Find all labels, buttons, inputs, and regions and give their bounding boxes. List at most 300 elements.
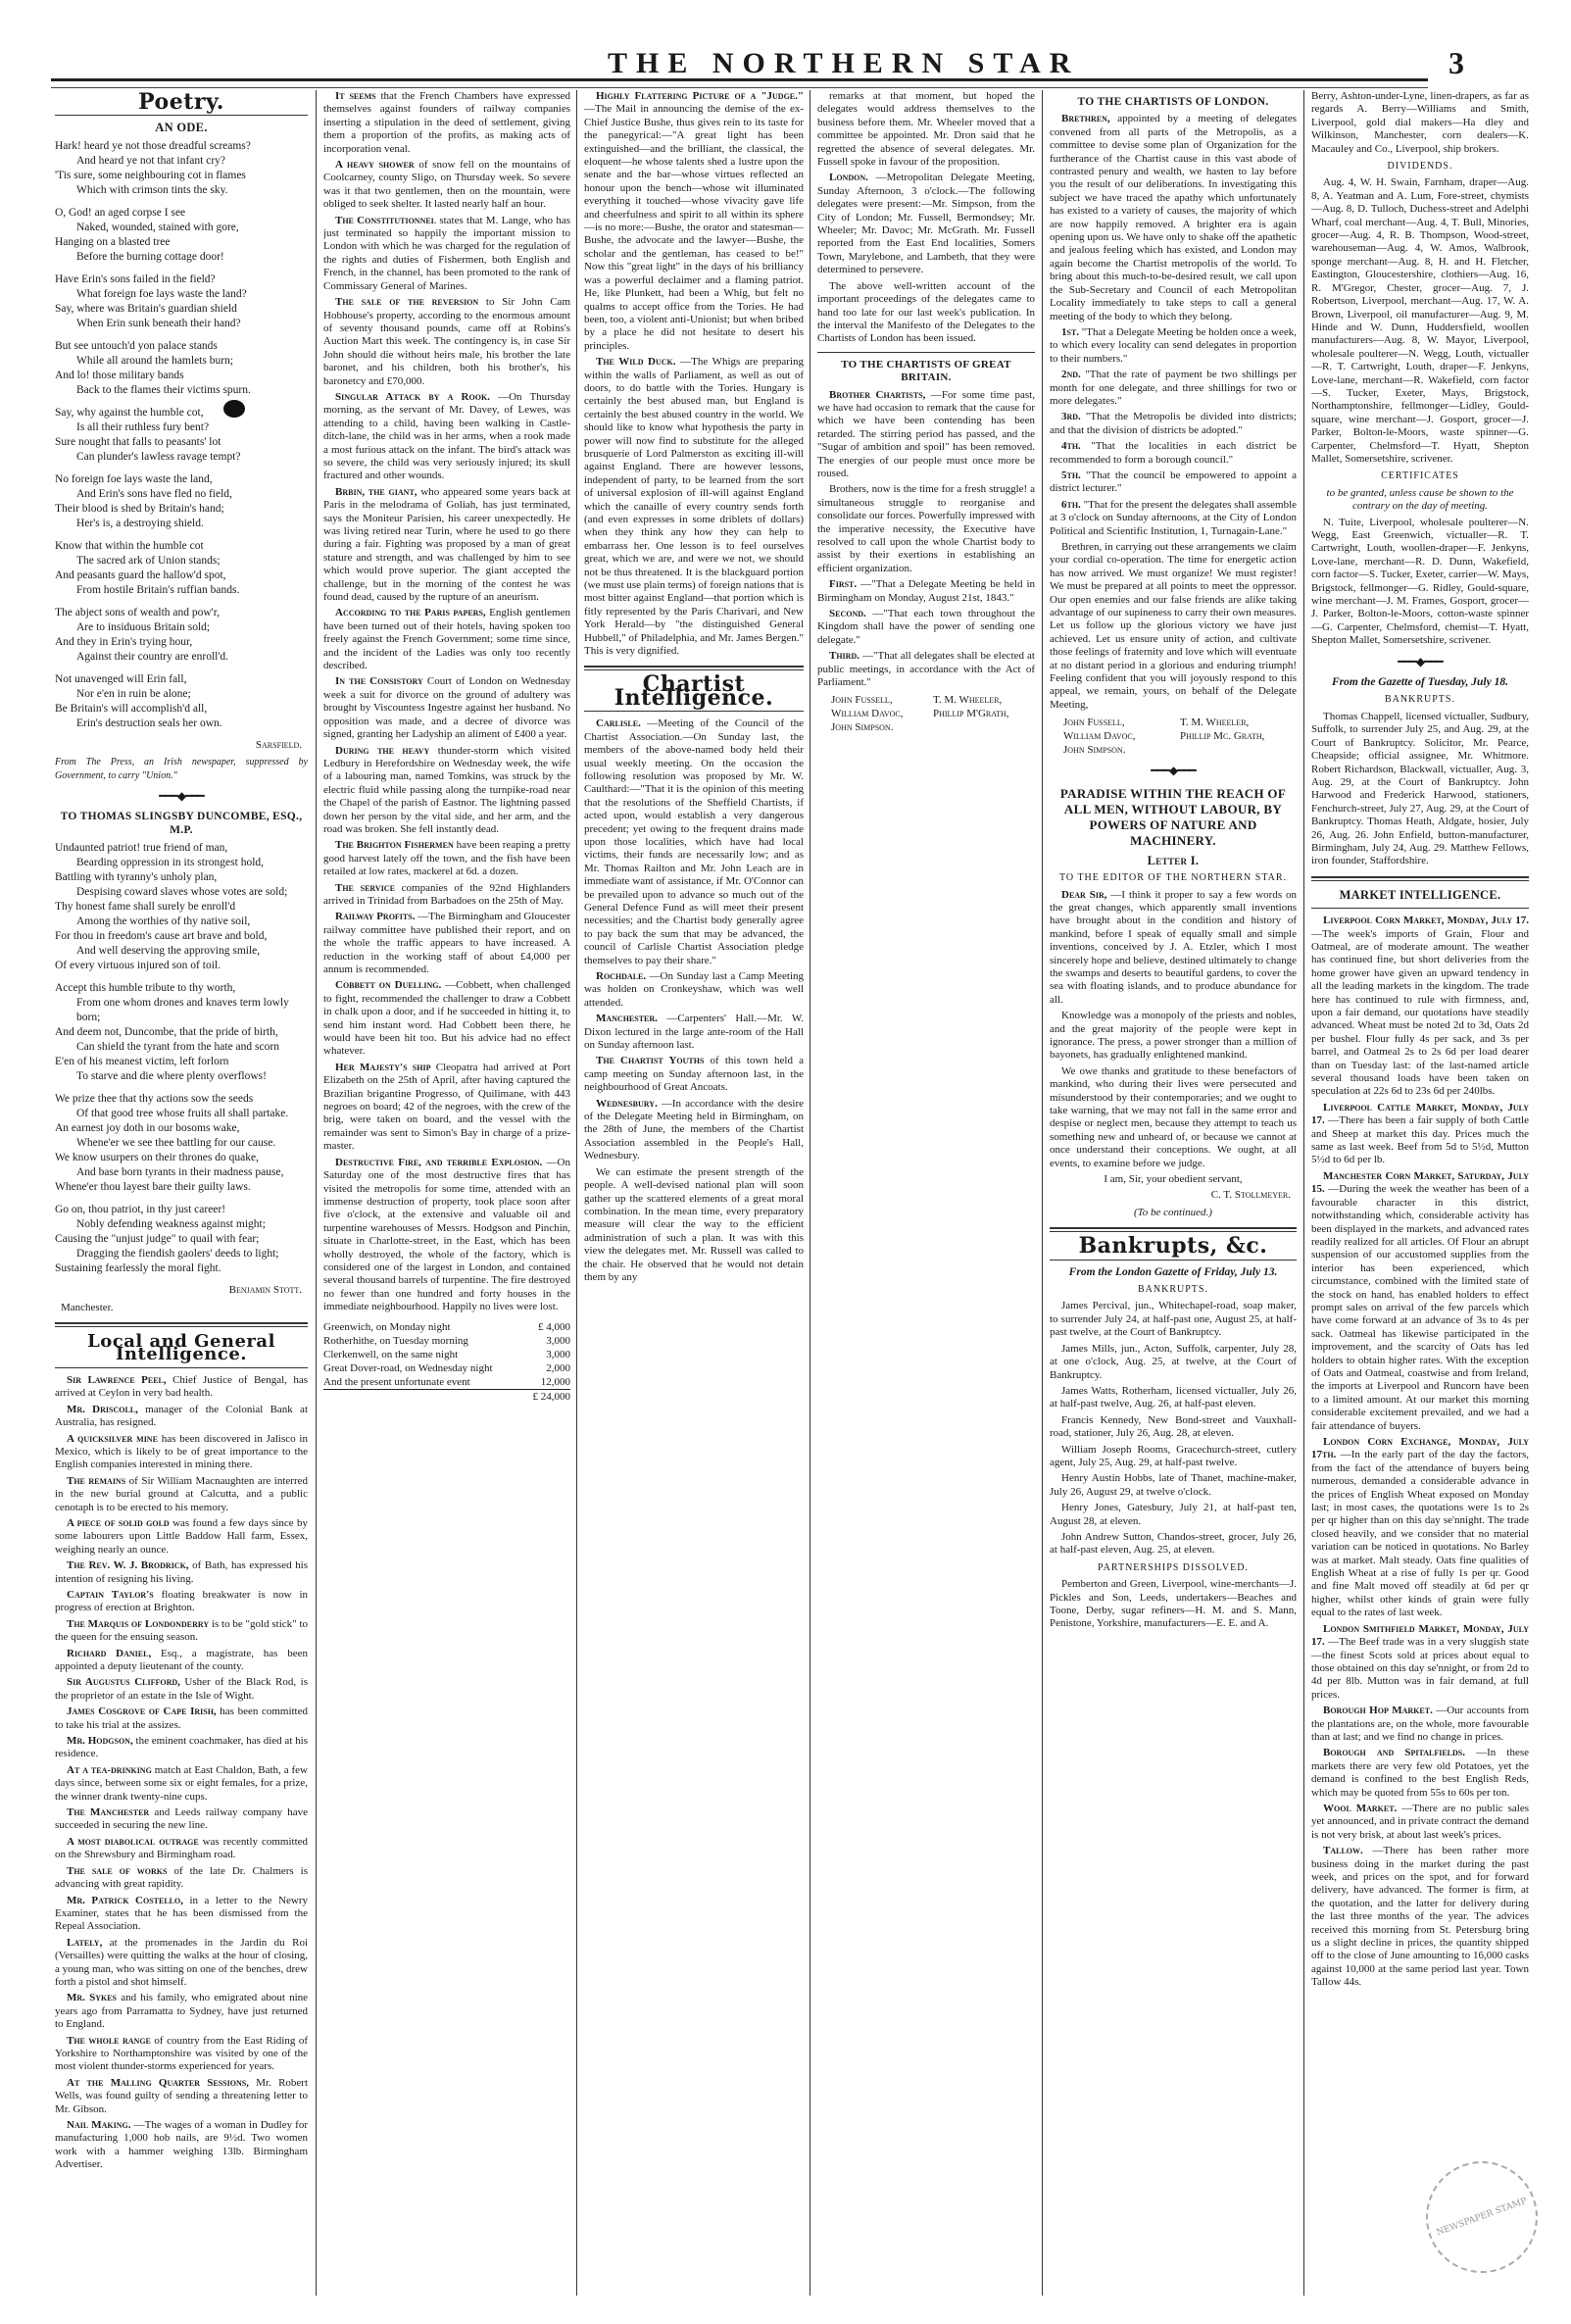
article-paragraph [584, 1013, 804, 1052]
article-lead: Liverpool Cattle Market, Monday, July 17. [1311, 1101, 1529, 1127]
article-text: in a letter to the Newry Examiner, states that he has been dismissed from the Repeal Association. [55, 1894, 308, 1933]
article-text: floating breakwater is now in progress of erection at Brighton. [55, 1588, 308, 1614]
article-text: who appeared some years back at Paris in the melodrama of Goliah, has just terminated, says the Moniteur Parisien, his career unexpectedly. He was living retired near Turin, where he used to go there during a fair. Fighting was proposed by a man of great stature and strength, and was challenged by him to see which would prove superior. The giant accepted the challenge, but in the morning of the contest he was found dead, caused by the rupture of an aneurism. [323, 485, 570, 604]
fire-losses-row [323, 1361, 570, 1375]
newspaper-stamp-mark: NEWSPAPER STAMP [1410, 2146, 1553, 2289]
divider [584, 711, 804, 712]
poem-line: E'en of his meanest victim, left forlorn [55, 1056, 229, 1068]
poem-line: The sacred ark of Union stands; [76, 554, 221, 567]
address-signatories [817, 693, 1035, 734]
poem-stanza [55, 606, 308, 665]
poem-line: Accept this humble tribute to thy worth, [55, 982, 236, 995]
chartist-items [584, 717, 804, 1284]
poem-line: And they in Erin's trying hour, [55, 635, 193, 648]
article-lead: The Wild Duck. [596, 356, 676, 369]
article-paragraph [323, 90, 570, 156]
article-paragraph [55, 1706, 308, 1732]
article-paragraph [55, 1559, 308, 1586]
fire-losses-total: £ 24,000 [525, 1389, 570, 1404]
article-paragraph [1050, 470, 1297, 496]
poem-stanza [55, 539, 308, 598]
article-text: at the promenades in the Jardin du Roi (Versailles) were quitting the walks at the hour of closing, a young man, who was sitting on one of the benches, drew forth a pistol and shot himself. [55, 1936, 308, 1988]
article-paragraph [55, 1937, 308, 1990]
poem-stanza [55, 406, 308, 465]
masthead-rule [51, 78, 1428, 88]
article-lead: James Cosgrove of Cape Irish, [67, 1706, 217, 1718]
signatory-name: T. M. Wheeler, [933, 694, 1003, 707]
article-paragraph [817, 483, 1035, 575]
section-title-poetry: Poetry. [138, 90, 224, 115]
divider [584, 666, 804, 670]
poem-title: TO THOMAS SLINGSBY DUNCOMBE, ESQ., M.P. [60, 811, 303, 836]
article-text: —For some time past, we have had occasion to remark that the cause for which we have been contending has been retarded. The stirring period has passed, and the "Sugar of ambition and spoil" has been removed. The energies of our people must once more be roused. [817, 388, 1035, 479]
poem-line: Of that good tree whose fruits all shall partake. [76, 1108, 289, 1120]
article-text: have been reaping a pretty good harvest lately off the town, and the fish have been retailed at low rates, mackerel at 6d. a dozen. [323, 839, 570, 878]
poem-line: From one whom drones and knaves term lowly born; [76, 997, 289, 1024]
article-text: English gentlemen have been turned out of their hotels, having spoken too freely against the French Government; some time since, and the incident of the Ladies was only too recently described. [323, 607, 570, 672]
article-lead: The Brighton Fishermen [335, 839, 454, 852]
article-lead: Manchester Corn Market, Saturday, July 15. [1311, 1169, 1529, 1196]
article-paragraph [55, 1475, 308, 1514]
article-lead: 1st. [1061, 325, 1080, 338]
ornament-divider: ━━━◆━━━ [1398, 654, 1443, 668]
article-text: remarks at that moment, but hoped the delegates would address themselves to the business before them. Mr. Wheeler moved that a committee be appointed. Mr. Dron said that he regretted the absence of several delegates. Mr. Fussell spoke in favour of the proposition. [817, 90, 1035, 169]
bankrupt-entry: James Percival, jun., Whitechapel-road, soap maker, to surrender July 24, at half-past one, August 25, at half-past twelve, at the Court of Bankruptcy. [1050, 1300, 1297, 1339]
article-paragraph [55, 1895, 308, 1934]
poem-line: The abject sons of wealth and pow'r, [55, 606, 220, 618]
poem-line: And well deserving the approving smile, [76, 945, 261, 958]
address-signatories [1050, 716, 1297, 757]
article-lead: Captain Taylor's [67, 1588, 154, 1601]
article-text: manager of the Colonial Bank at Australia, has resigned. [55, 1403, 308, 1429]
poem-line: What foreign foe lays waste the land? [76, 287, 247, 300]
article-paragraph [1311, 1845, 1529, 1989]
bankrupts-text: Thomas Chappell, licensed victualler, Sudbury, Suffolk, to surrender July 25, and Aug. 29, at the Court of Bankruptcy. Solicitor, Mr. Pearce, Cheapside; official assignee, Mr. Whitmore. Robert Richardson, Blackwall, victualler, Aug. 3, Aug. 29, at the Court of Bankruptcy. John Harwood and Frederick Harwood, stationers, Fenchurch-street, July 27, Aug. 29, at the Court of Bankruptcy. Thomas Heath, Aldgate, hosier, July 26, Aug. 26. John Enfield, button-manufacturer, Birmingham, July 24, Aug. 29. Matthew Fellows, iron founder, Staffordshire. [1311, 710, 1529, 867]
article-lead: In the Consistory [335, 675, 423, 688]
article-text: "That the rate of payment be two shillings per month for one delegate, and three shillings for two or more delegates." [1050, 369, 1297, 407]
poem-line: An earnest joy doth in our bosoms wake, [55, 1122, 240, 1135]
article-lead: Railway Profits. [335, 911, 416, 923]
bankrupt-entry: John Andrew Sutton, Chandos-street, grocer, July 26, at half-past eleven, Aug. 25, at eleven. [1050, 1530, 1297, 1557]
article-text: companies of the 92nd Highlanders arrived in Trinidad from Barbadoes on the 25th of May. [323, 881, 570, 907]
poem-line: Can shield the tyrant from the hate and scorn [76, 1041, 279, 1054]
poem-line: Whene'er we see thee battling for our cause. [76, 1137, 276, 1150]
article-text: Mr. Robert Wells, was found guilty of sending a threatening letter to Mr. Gibson. [55, 2076, 308, 2115]
poem-line: Have Erin's sons failed in the field? [55, 272, 216, 285]
article-paragraph [584, 1055, 804, 1094]
poem-line: For thou in freedom's cause art brave and bold, [55, 930, 268, 943]
section-title-local-intelligence: Local and General Intelligence. [87, 1331, 275, 1365]
article-text: Knowledge was a monopoly of the priests and nobles, and the great majority of the people were kept in ignorance. The press, a power stronger than a million of bayonets, has gradually enlightened mankind. [1050, 1010, 1297, 1062]
poem-line: And heard ye not that infant cry? [76, 154, 225, 167]
signatory-name: John Simpson. [1063, 744, 1126, 757]
article-lead: Mr. Sykes [67, 1992, 117, 2004]
article-text: "That the localities in each district be recommended to form a borough council." [1050, 440, 1297, 466]
poem-stanza [55, 981, 308, 1084]
poem-line: O, God! an aged corpse I see [55, 206, 186, 219]
article-paragraph [817, 90, 1035, 169]
poem-line: Back to the flames their victims spurn. [76, 383, 251, 396]
letter-addressee: TO THE EDITOR OF THE NORTHERN STAR. [1058, 872, 1288, 884]
article-paragraph [1050, 440, 1297, 467]
article-lead: Destructive Fire, and terrible Explosion. [335, 1156, 543, 1168]
divider [1050, 1260, 1297, 1261]
article-paragraph [323, 882, 570, 909]
fire-amount: 3,000 [546, 1334, 570, 1347]
poem-title: AN ODE. [155, 121, 208, 135]
article-text: We can estimate the present strength of the people. A well-devised national plan will soon gather up the scattered elements of a great moral combination. In the mean time, every preparatory measure will clear the way to the efficient administration of such a plan. It was with this view the delegates met. Mr. Russell was called to the chair. He observed that he would not detain them by any [584, 1165, 804, 1283]
article-paragraph [584, 1098, 804, 1163]
article-lead: The Constitutionnel [335, 214, 437, 226]
article-text: appointed by a meeting of delegates convened from all parts of the Metropolis, as a committee to devise some plan of Organization for the furtherance of the Chartist cause in this vast abode of contrasted penury and wealth, we hasten to lay before you the result of our deliberations. In investigating this subject we have traced the apathy which unfortunately has existed to a variety of causes, the majority of which are now happily removed. A brighter era is again opening upon us. We have only to shake off the apathetic and jealous feeling which has existed, and London may again become the Chartist metropolis of the world. To bring about this much-to-be-desired result, we call upon the Sub-Secretary and Council of each Metropolitan Locality immediately to take steps to call a general meeting of the body to which they belong. [1050, 113, 1297, 322]
article-paragraph [1311, 1436, 1529, 1620]
fire-amount: £ 4,000 [538, 1320, 570, 1333]
poem-stanza [55, 841, 308, 973]
article-text: —On Saturday one of the most destructive fires that has visited the metropolis for some time, attended with an immense destruction of property, took place soon after five o'clock, at the extensive and valuable oil and turpentine warehouses of Messrs. Hodgson and Pinchin, situate in Charlotte-street, in the East, which has been wholly destroyed, the whole of the factory, which is considered one of the largest in London, and contained several thousand barrels of turpentine. The fire destroyed no fewer than one hundred and forty houses in the immediate neighbourhood. Happily no lives were lost. [323, 1156, 570, 1313]
fire-losses-table [323, 1320, 570, 1404]
poem-line: Know that within the humble cot [55, 539, 204, 552]
article-text: —Cobbett, when challenged to fight, recommended the challenger to draw a Cobbett in chalk upon a door, and if he succeeded in hitting it, to send him instant word. Had Cobbett been there, he would have been hit too. But his advice had no effect whatever. [323, 979, 570, 1058]
article-paragraph [1050, 113, 1297, 323]
address-title: TO THE CHARTISTS OF GREAT BRITAIN. [841, 358, 1011, 384]
poem-line: Hark! heard ye not those dreadful screams? [55, 139, 251, 152]
article-lead: London Corn Exchange, Monday, July 17th. [1311, 1436, 1529, 1461]
article-lead: Borough Hop Market. [1323, 1705, 1433, 1717]
article-lead: Richard Daniel, [67, 1647, 152, 1659]
article-lead: The sale of the reversion [335, 296, 479, 309]
article-text: —"That all delegates shall be elected at public meetings, in accordance with the Act of Parliament." [817, 650, 1035, 689]
article-text: —During the week the weather has been of a favourable character in this district, notwithstanding which, considerable activity has been displayed in the markets, and advanced rates readily realized for all articles. Of Flour an abrupt suspension of our accustomed supplies from the interior has been experienced, which circumstance, combined with the limited state of the stock on hand, has enabled holders to effect prompt sales on arrival of the few parcels which have come forward at an advance of 3s to 4s per sack. Oatmeal has likewise participated in the improvement, and the scarcity of Oats has led holders to obtain higher rates. With the exception of Oats and Oatmeal, coastwise and from Ireland, the imports at Liverpool and Runcorn have been to a limited amount. At our market this morning considerable excitement prevailed, and we had a fair attendance of buyers. [1311, 1183, 1529, 1432]
article-text: —Our accounts from the plantations are, on the whole, more favourable than at last; and we find no change in prices. [1311, 1705, 1529, 1743]
poem-line: Not unavenged will Erin fall, [55, 672, 187, 685]
section-title-chartist-intelligence: Chartist Intelligence. [614, 671, 774, 711]
article-text: —On Thursday morning, as the servant of Mr. Davey, of Lewes, was attending to a child, having been walking in Castle-ditch-lane, the child was in her arms, when a rook made a most furious attack on the infant. The bird's attack was so severe, the child was very seriously injured; its skull fractured and other wounds. [323, 390, 570, 482]
article-lead: Dear Sir, [1061, 888, 1107, 901]
article-text: —The Birmingham and Gloucester railway committee have published their report, and on the whole the traffic appears to have increased. A reduction in the working staff of about £4,000 per annum is recommended. [323, 911, 570, 975]
poem-line: Undaunted patriot! true friend of man, [55, 842, 228, 855]
fire-losses-row [323, 1375, 570, 1390]
article-text: "That the council be empowered to appoint a district lecturer." [1050, 469, 1297, 495]
column-news-3 [584, 90, 804, 2296]
article-text: to Sir John Cam Hobhouse's property, according to the enormous amount of seventy thousand pounds, came off at Robins's Auction Mart this week. The contingency is, in case Sir John should die without heirs male, his brother the late baronet, and his children, both his brother's, his baronetcy and £70,000. [323, 296, 570, 387]
article-lead: A heavy shower [335, 159, 415, 172]
article-paragraph [323, 607, 570, 672]
fire-losses-row [323, 1334, 570, 1348]
poem-line: Erin's destruction seals her own. [76, 717, 222, 729]
poem-stanza [55, 472, 308, 531]
poem-to-duncombe [55, 841, 308, 1276]
poem-line: But see untouch'd yon palace stands [55, 339, 218, 352]
poem-line: Be Britain's will accomplish'd all, [55, 702, 208, 715]
poem-line: And base born tyrants in their madness pause, [76, 1166, 284, 1179]
article-lead: The Manchester [67, 1806, 150, 1819]
poem-stanza [55, 1203, 308, 1276]
column-divider [316, 90, 317, 2296]
column-divider [576, 90, 577, 2296]
article-lead: During the heavy [335, 744, 430, 757]
poem-line: Say, why against the humble cot, [55, 406, 204, 419]
article-paragraph [1311, 1803, 1529, 1842]
article-title-paradise: PARADISE WITHIN THE REACH OF ALL MEN, WITHOUT LABOUR, BY POWERS OF NATURE AND MACHINERY. [1059, 785, 1287, 848]
article-text: —Carpenters' Hall.—Mr. W. Dixon lectured in the large ante-room of the Hall on Sunday afternoon last. [584, 1013, 804, 1052]
poem-line: Which with crimson tints the sky. [76, 183, 228, 196]
poem-line: Are to insiduous Britain sold; [76, 620, 211, 633]
poem-line: No foreign foe lays waste the land, [55, 472, 213, 485]
article-paragraph [1050, 411, 1297, 437]
bankrupt-entry: Henry Austin Hobbs, late of Thanet, machine-maker, July 26, August 29, at twelve o'clock. [1050, 1472, 1297, 1498]
article-text: —The week's imports of Grain, Flour and Oatmeal, are of moderate amount. The weather has continued fine, but short deliveries from the home grower have given an upward tendency in all the leading markets in the kingdom. The trade here has continued to rule with firmness, and, upon a fair demand, our quotations have steadily advanced. Wheat must be noted 2d to 3d, Oats 2d per bushel. Flour fully 4s per sack, and 3s per barrel, and Oatmeal 2s to 2s 6d per load dearer than on Tuesday last: of the last-named article several thousand loads have been taken on speculation at 22s 6d to 23s 6d per 240lbs. [1311, 927, 1529, 1098]
article-paragraph [55, 1764, 308, 1804]
poem-place: Manchester. [61, 1301, 114, 1313]
article-text: "That for the present the delegates shall assemble at 3 o'clock on Sunday afternoons, at the City of London Political and Scientific Institution, 1, Turnagain-Lane." [1050, 498, 1297, 537]
article-paragraph [323, 486, 570, 605]
article-paragraph [817, 280, 1035, 346]
article-paragraph [323, 979, 570, 1058]
partnerships-text: Pemberton and Green, Liverpool, wine-merchants—J. Pickles and Son, Leeds, undertakers—Beaches and Toone, Derby, sugar refiners—H. M. and S. Mann, Penistone, Yorkshire, manufacturers—E. E. and A. [1050, 1578, 1297, 1630]
article-lead: London. [829, 172, 868, 184]
article-text: states that M. Lange, who has just terminated so happily the important mission to London with which he was charged for the regulation of the rights and duties of Fishermen, both English and French, in the channel, has been promoted to the rank of Commissary General of Marines. [323, 214, 570, 292]
article-paragraph [584, 1166, 804, 1285]
article-lead: It seems [335, 90, 376, 102]
article-lead: Mr. Hodgson, [67, 1735, 133, 1748]
article-text: and his family, who emigrated about nine years ago from Parramatta to Sydney, have just returned to England. [55, 1992, 308, 2031]
poem-signature: Sarsfield. [255, 738, 302, 751]
poem-stanza [55, 1092, 308, 1195]
article-lead: Carlisle. [596, 717, 641, 730]
article-paragraph [55, 2035, 308, 2074]
article-lead: The Marquis of Londonderry [67, 1617, 210, 1630]
article-paragraph [584, 356, 804, 658]
poem-line: Causing the "unjust judge" to quail with fear; [55, 1233, 260, 1246]
article-paragraph [55, 1676, 308, 1703]
dividends-text: Aug. 4, W. H. Swain, Farnham, draper—Aug. 8, A. Yeatman and A. Lum, Fore-street, chymists—Aug. 8, D. Tulloch, Duchess-street and Adelphi Wharf, coal merchant—Aug. 4, T. Bull, Minories, grocer—Aug. 4, R. B. Thompson, Wood-street, warehouseman—Aug. 4, W. Amos, Walbrook, sponge merchant—Aug. 8, H. and H. Fletcher, Eastington, Gloucestershire, clothiers—Aug. 16, R. M'Gregor, Chester, grocer—Aug. 7, J. Robertson, Liverpool, merchant—Aug. 17, W. A. Brown, Liverpool, oil manufacturer—Aug. 9, M. Hinde and W. Dunn, Huddersfield, woollen manufacturers—Aug. 8, W. Mayor, Liverpool, wholesale poulterer—N. Wegg, Louth, victualler—R. T. Cartwright, Louth, draper—F. Jenkyns, Love-lane, merchant—R. Wakefield, corn factor—S. Tucker, Exeter, Mays, Brigstock, Northamptonshire, fellmonger—Lidley, Gould-square, wine merchant—J. Gosport, grocer—J. Parker, Bolton-le-Moors, waste spinner—G. Carpenter, Chelmsford—T. Hyatt, Shepton Mallet, Somersetshire, scrivener. [1311, 176, 1529, 465]
column-divider [1042, 90, 1043, 2296]
article-text: and Leeds railway company have succeeded in securing the new line. [55, 1806, 308, 1832]
to-be-continued: (To be continued.) [1134, 1206, 1212, 1218]
poem-line: To starve and die where plenty overflows! [76, 1070, 267, 1083]
poem-line: Whene'er thou layest bare their guilty laws. [55, 1181, 251, 1194]
bankrupts-subtitle: BANKRUPTS. [1385, 694, 1455, 706]
bankrupt-entry: Francis Kennedy, New Bond-street and Vauxhall-road, stationer, July 26, Aug. 28, at eleven. [1050, 1413, 1297, 1440]
divider [55, 115, 308, 116]
article-paragraph [55, 1404, 308, 1430]
article-text: —There are no public sales yet announced, and in private contract the demand is not very brisk, at about last week's prices. [1311, 1802, 1529, 1841]
article-paragraph [817, 172, 1035, 276]
article-text: —Metropolitan Delegate Meeting, Sunday Afternoon, 3 o'clock.—The following delegates were present:—Mr. Simpson, from the City of London; Mr. Fussell, Bermondsey; Mr. Wheeler; Mr. Davoc; Mr. McGrath. Mr. Fussell reported from the East End localities, Somers Town, Marylebone, and Lambeth, that they were determined to persevere. [817, 172, 1035, 276]
article-paragraph [323, 159, 570, 212]
bankrupt-entry: James Watts, Rotherham, licensed victualler, July 26, at half-past twelve, Aug. 26, at half-past eleven. [1050, 1384, 1297, 1410]
article-paragraph [1311, 1747, 1529, 1800]
poem-line: Of every virtuous injured son of toil. [55, 960, 221, 972]
article-text: —I think it proper to say a few words on the great changes, which apparently small inventions have brought about in the condition and history of mankind, before I speak of equally small and simple inventions, conceived by J. A. Etzler, which I most sincerely hope and believe, destined ultimately to change the swamps and deserts to beautiful gardens, to cover the sea with floating islands, and to produce abundance for all. [1050, 888, 1297, 1006]
article-paragraph [1050, 1065, 1297, 1170]
article-lead: Brethren, [1061, 113, 1110, 125]
section-title-market-intelligence: MARKET INTELLIGENCE. [1339, 887, 1501, 902]
poem-line: Hanging on a blasted tree [55, 235, 171, 248]
article-paragraph [1050, 369, 1297, 408]
article-lead: The service [335, 881, 395, 894]
poem-line: And lo! those military bands [55, 369, 184, 381]
article-paragraph [323, 296, 570, 388]
divider [55, 1367, 308, 1368]
article-lead: The whole range [67, 2034, 151, 2047]
article-paragraph [584, 717, 804, 967]
poem-line: Naked, wounded, stained with gore, [76, 221, 239, 233]
article-text: that the French Chambers have expressed themselves against founders of railway companies inserting a stipulation in the deed of settlement, giving them a proportion of the profits, as making acts of incorporation venal. [323, 90, 570, 155]
article-lead: Brbin, the giant, [335, 485, 417, 498]
article-paragraph [323, 391, 570, 483]
article-paragraph [584, 90, 804, 353]
article-paragraph [55, 1433, 308, 1472]
article-lead: Sir Lawrence Peel, [67, 1373, 167, 1386]
article-text: of this town held a camp meeting on Sunday afternoon last, in the neighbourhood of Great Ancoats. [584, 1055, 804, 1094]
fire-amount: 12,000 [540, 1375, 570, 1388]
poem-line: And peasants guard the hallow'd spot, [55, 569, 226, 581]
article-paragraph [1050, 499, 1297, 538]
article-text: Brothers, now is the time for a fresh struggle! a simultaneous struggle to reorganise and consolidate our forces. Powerfully impressed with the imperative necessity, the Executive have resolved to call upon the whole Chartist body to assist by their exertions in establishing an efficient organization. [817, 483, 1035, 574]
article-lead: A quicksilver mine [67, 1432, 158, 1445]
article-paragraph [55, 2119, 308, 2172]
article-paragraph [55, 2077, 308, 2116]
poem-line: Against their country are enroll'd. [76, 650, 229, 663]
article-text: —In accordance with the desire of the Delegate Meeting held in Birmingham, on the 28th of June, the members of the Chartist Association assembled in the People's Hall, Wednesbury. [584, 1097, 804, 1162]
poem-stanza [55, 139, 308, 198]
gazette-source: From the Gazette of Tuesday, July 18. [1332, 676, 1508, 689]
article-lead: Nail Making. [67, 2119, 131, 2131]
article-paragraph [817, 389, 1035, 481]
signatory-name: William Davoc, [1063, 730, 1136, 743]
article-text: The above well-written account of the important proceedings of the delegates came to hand too late for our last week's publication. In the interval the Manifesto of the Delegates to the Chartists of London has been issued. [817, 279, 1035, 345]
divider [1311, 908, 1529, 909]
news-items [817, 90, 1035, 346]
article-paragraph [817, 608, 1035, 647]
poem-line: 'Tis sure, some neighbouring cot in flames [55, 169, 246, 181]
signatory-name: John Fussell, [1063, 717, 1125, 729]
divider [55, 1322, 308, 1327]
masthead [0, 45, 1571, 80]
article-text: —The Beef trade was in a very sluggish state—the finest Scots sold at prices about equal to those obtained on this day se'nnight, or from 2d to 4d per 8lb. Mutton was in fair demand, at full prices. [1311, 1636, 1529, 1701]
ink-blot [223, 400, 245, 418]
article-text: has been discovered in Jalisco in Mexico, which is likely to be of great importance to the English companies interested in mining there. [55, 1432, 308, 1471]
article-text: —"That each town throughout the Kingdom shall have the power of sending one delegate." [817, 608, 1035, 646]
article-text: of Sir William Macnaughten are interred in the new burial ground at Calcutta, and a public cenotaph is to be erected to his memory. [55, 1474, 308, 1513]
address-paragraphs [817, 389, 1035, 690]
fire-losses-row [323, 1320, 570, 1334]
fire-amount: 3,000 [546, 1348, 570, 1360]
article-paragraph [55, 1735, 308, 1761]
article-text: is to be "gold stick" to the queen for the ensuing season. [55, 1617, 308, 1644]
poem-line: Nobly defending weakness against might; [76, 1218, 266, 1231]
article-lead: The sale of works [67, 1864, 168, 1877]
market-reports [1311, 915, 1529, 1990]
signatory-name: William Davoc, [831, 708, 904, 720]
article-lead: Cobbett on Duelling. [335, 979, 442, 992]
ornament-divider: ━━━◆━━━ [1151, 764, 1196, 778]
poem-stanza [55, 206, 308, 265]
article-lead: London Smithfield Market, Monday, July 17. [1311, 1622, 1529, 1649]
certificates-text: N. Tuite, Liverpool, wholesale poulterer—N. Wegg, East Greenwich, victualler—R. T. Cartwright, Louth, woollen-draper—F. Jenkyns, Love-lane, merchant—R. D. Dunn, Wakefield, corn factor—S. Tucker, Exeter, carrier—W. Mays, Brigstock, fellmonger—G. Ridley, Gould-square, wine merchant—J. M. Frames, Gosport, grocer—J. Parker, Bolton-le-Moors, cotton-waste spinner—G. Carpenter, Chelmsford, chemist—T. Hyatt, Shepton Mallet, Somersetshire, scrivener. [1311, 516, 1529, 647]
poem-line: While all around the hamlets burn; [76, 354, 233, 367]
poem-line: Sustaining fearlessly the moral fight. [55, 1262, 221, 1275]
article-text: —In the early part of the day the factors, from the fact of the attendance of buyers being numerous, demanded a considerable advance in the prices of English Wheat exposed on Monday last; in most cases, the quotations were 1s to 2s per qr higher than on this day se'nnight. The trade closed heavily, and we consider that no material variation can be noticed in quotations. No Barley was at market. Malt steady. Oats fine qualities of English Wheat at a rise of fully 1s per qr. Good and fine Malt moved off steadily at 6d per qr higher, whilst other kinds of grain were fully equal to the rates of last week. [1311, 1449, 1529, 1619]
article-paragraph [55, 1865, 308, 1892]
poem-line: Her's is, a destroying shield. [76, 517, 204, 529]
article-text: the eminent coachmaker, has died at his residence. [55, 1735, 308, 1760]
article-paragraph [55, 1648, 308, 1674]
article-paragraph [323, 675, 570, 741]
article-lead: 3rd. [1061, 411, 1081, 423]
poem-an-ode [55, 139, 308, 731]
section-title-bankrupts: Bankrupts, &c. [1078, 1233, 1268, 1260]
article-lead: Liverpool Corn Market, Monday, July 17. [1323, 915, 1529, 927]
article-lead: Singular Attack by a Rook. [335, 390, 490, 403]
article-paragraph [323, 1157, 570, 1314]
divider [1311, 876, 1529, 881]
article-text: "That the Metropolis be divided into districts; and that the division of districts be adopted." [1050, 411, 1297, 436]
article-lead: A most diabolical outrage [67, 1835, 199, 1848]
poem-line: Nor e'en in ruin be alone; [76, 687, 191, 700]
poem-line: When Erin sunk beneath their hand? [76, 317, 241, 329]
article-lead: Third. [829, 650, 859, 663]
article-text: —There has been a fair supply of both Cattle and Sheep at market this day. Prices much the same as last week. Beef from 5d to 5½d, Mutton 5½d to 6d per lb. [1311, 1114, 1529, 1166]
poem-line: We know usurpers on their thrones do quake, [55, 1152, 259, 1164]
news-items [323, 90, 570, 1314]
divider [817, 352, 1035, 353]
article-text: match at East Chaldon, Bath, a few days since, between some six or eight females, for a prize, the winner drank twenty-nine cups. [55, 1763, 308, 1803]
poem-line: Dragging the fiendish gaolers' deeds to light; [76, 1248, 279, 1261]
article-text: Cleopatra had arrived at Port Elizabeth on the 25th of April, after having captured the Brazilian brigantine Progresso, of Quilimane, with 443 negroes on board; 42 of the negroes, with the crew of the brig, were taken on board, and the vessel with the remainder was sent to Simon's Bay in charge of a prize-master. [323, 1061, 570, 1153]
dividends-title: DIVIDENDS. [1387, 161, 1453, 173]
page-number: 3 [1448, 45, 1464, 80]
article-text: Esq., a magistrate, has been appointed a deputy lieutenant of the county. [55, 1647, 308, 1672]
article-lead: Rochdale. [596, 970, 647, 982]
poem-line: Battling with tyranny's unholy plan, [55, 871, 218, 884]
bankrupts-list [1050, 1300, 1297, 1557]
ornament-divider: ━━━◆━━━ [159, 789, 204, 804]
article-paragraph [55, 1836, 308, 1862]
poem-line: We prize thee that thy actions sow the seeds [55, 1093, 254, 1106]
fire-losses-total-row [323, 1389, 570, 1404]
article-paragraph [55, 1589, 308, 1615]
article-text: of country from the East Riding of Yorkshire to Northamptonshire was visited by one of the most violent thunder-storms experienced for years. [55, 2034, 308, 2073]
article-text: —The Mail in announcing the demise of the ex-Chief Justice Bushe, thus gives rein to its taste for the panegyrical:—"A great light has been extinguished—and the brilliant, the classical, the eloquent—he whose talents shed a lustre upon the senate and the bar—whose virtues reflected an honour upon the bench—whose wit illuminated everything it touched—whose vivacity gave life and cheerfulness and spirit to all within its sphere—is no more:—Bushe, the orator and statesman—Bushe, the advocate and the lawyer—Bushe, the scholar and the gentleman, has ceased to be!" Now this "great light" in the days of his brilliancy was a powerful declaimer and a flaming patriot. He, like Plunkett, had been a Whig, but felt no qualms to accept office from the Tories. He had been, too, a violent anti-Unionist; but when bribed by a place he did not hesitate to desert his principles. [584, 103, 804, 352]
bankrupt-entry: Henry Jones, Gatesbury, July 21, at half-past ten, August 28, at eleven. [1050, 1502, 1297, 1527]
article-text: —"That a Delegate Meeting be held in Birmingham on Monday, August 21st, 1843." [817, 578, 1035, 604]
article-paragraph [55, 1618, 308, 1645]
poem-source-note: From The Press, an Irish newspaper, suppressed by Government, to carry "Union." [55, 757, 308, 781]
article-lead: Lately, [67, 1936, 103, 1949]
article-text: Usher of the Black Rod, is the proprietor of an estate in the Isle of Wight. [55, 1676, 308, 1702]
article-paragraph [1050, 541, 1297, 712]
address-title: TO THE CHARTISTS OF LONDON. [1077, 96, 1269, 108]
article-text: Chief Justice of Bengal, has arrived at Ceylon in very bad health. [55, 1373, 308, 1400]
poem-line: Is all their ruthless fury bent? [76, 420, 210, 433]
article-paragraph [817, 650, 1035, 689]
poem-line: From hostile Britain's ruffian bands. [76, 583, 240, 596]
poem-signature: Benjamin Stott. [228, 1284, 302, 1297]
letter-number: Letter I. [1147, 853, 1200, 867]
article-paragraph [1050, 326, 1297, 366]
article-paragraph [584, 970, 804, 1010]
article-paragraph [1311, 915, 1529, 1099]
article-text: was found a few days since by some labourers upon Little Baddow Hall farm, Essex, weighing nearly an ounce. [55, 1516, 308, 1556]
article-text: Brethren, in carrying out these arrangements we claim your cordial co-operation. The time for energetic action has now arrived. We must organize! We must register! We must be prepared at all points to meet the oppressor. Our open enemies and our false friends are alike taking advantage of our supineness to carry their own measures. Let us follow up the glorious victory we have just achieved. Let us ensure unity of action, and cultivate those feelings of fraternity and love which will eventuate at no distant period in a glorious and enduring triumph! Feeling confident that you will joyously respond to this appeal, we remain, yours, on behalf of the Delegate Meeting, [1050, 541, 1297, 711]
article-lead: Wool Market. [1323, 1802, 1398, 1814]
certificates-title: CERTIFICATES [1381, 470, 1459, 482]
article-lead: Wednesbury. [596, 1097, 658, 1110]
fire-location: Rotherhithe, on Tuesday morning [323, 1334, 468, 1347]
news-items [584, 90, 804, 658]
